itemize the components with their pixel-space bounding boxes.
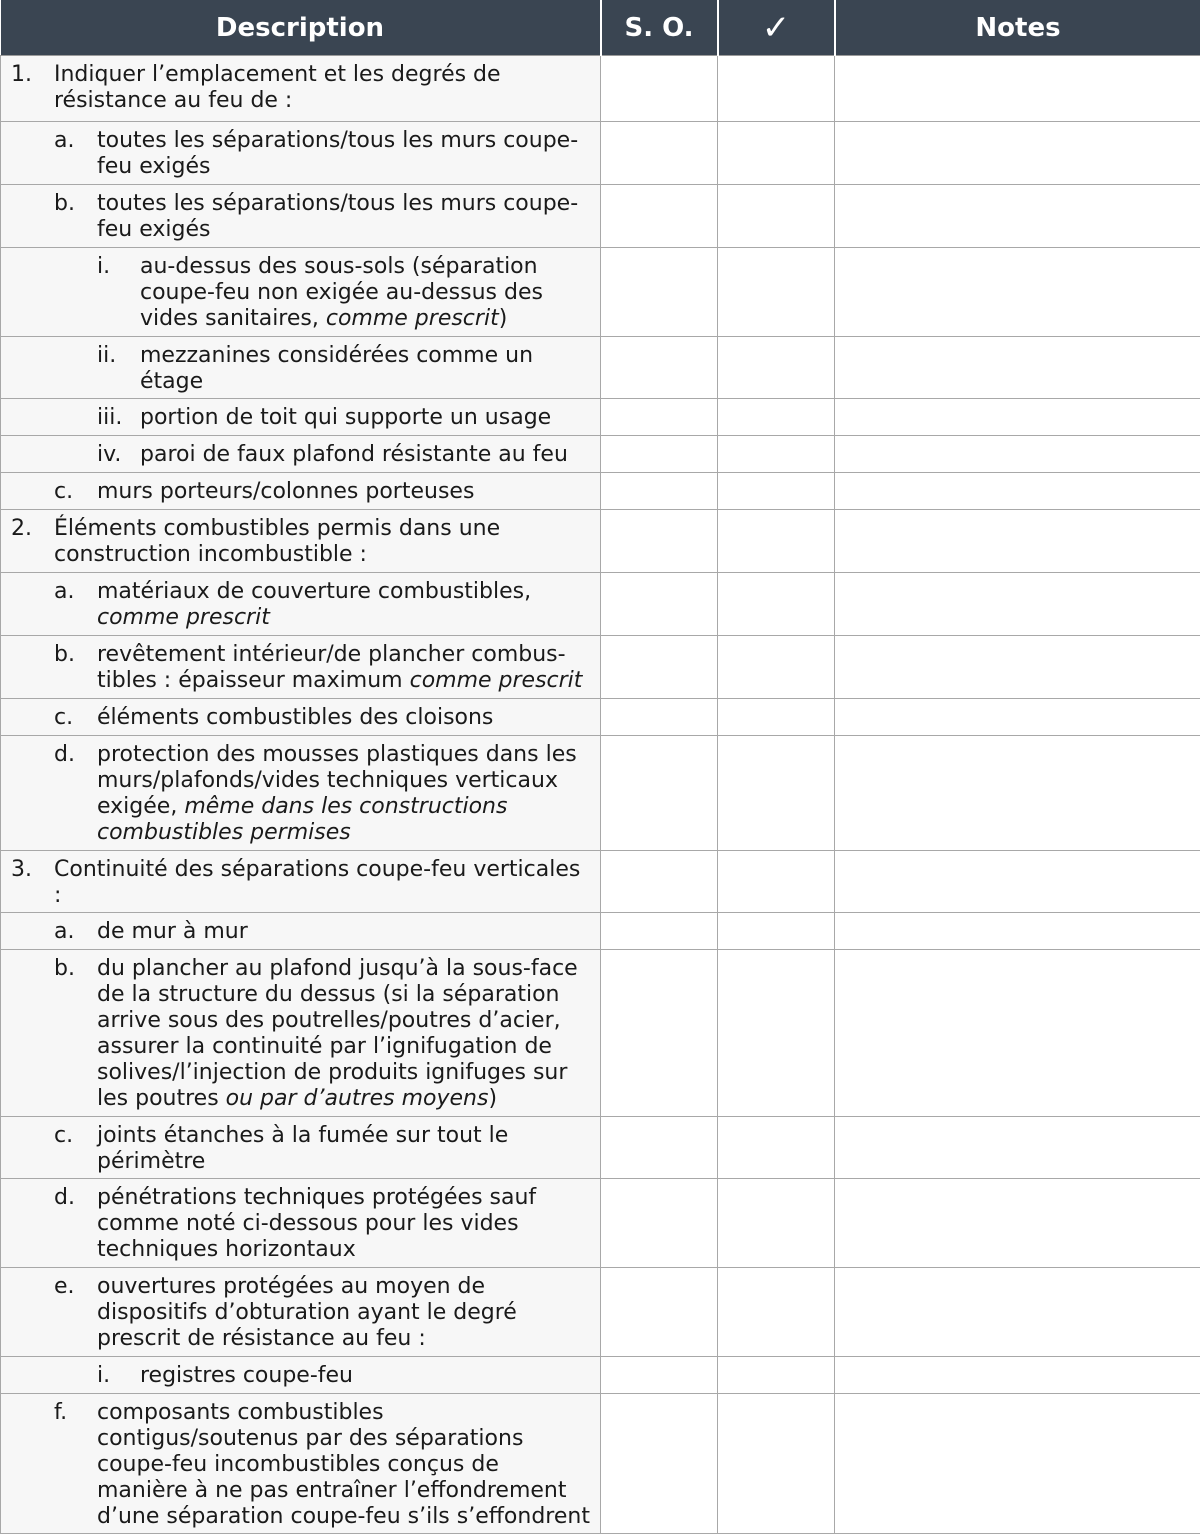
item-marker: e. bbox=[54, 1274, 97, 1352]
checklist-item bbox=[1, 62, 590, 114]
item-marker: 2. bbox=[11, 516, 54, 568]
so-cell[interactable] bbox=[601, 736, 718, 851]
notes-cell[interactable] bbox=[835, 699, 1200, 736]
checklist-item bbox=[1, 1185, 590, 1263]
table-row bbox=[1, 851, 1200, 913]
item-text bbox=[97, 742, 590, 846]
item-marker: iv. bbox=[97, 442, 140, 468]
item-marker: a. bbox=[54, 128, 97, 180]
item-marker: 3. bbox=[11, 857, 54, 909]
checklist-item bbox=[1, 1123, 590, 1175]
description-cell bbox=[1, 473, 601, 510]
item-marker: i. bbox=[97, 254, 140, 332]
item-text bbox=[97, 956, 590, 1112]
checklist-item bbox=[1, 742, 590, 846]
item-text-segment: toutes les séparations/tous les murs coupe-feu exigés bbox=[97, 128, 578, 179]
item-marker: c. bbox=[54, 1123, 97, 1175]
check-cell[interactable] bbox=[718, 510, 835, 573]
table-row bbox=[1, 510, 1200, 573]
table-row bbox=[1, 122, 1200, 185]
item-text bbox=[97, 579, 590, 631]
description-cell bbox=[1, 185, 601, 248]
checklist-body bbox=[1, 56, 1200, 1534]
item-text-segment: éléments combustibles des cloisons bbox=[97, 705, 493, 730]
so-cell[interactable] bbox=[601, 1357, 718, 1394]
table-row bbox=[1, 248, 1200, 337]
checklist-item bbox=[1, 479, 590, 505]
table-row bbox=[1, 699, 1200, 736]
description-cell bbox=[1, 736, 601, 851]
check-cell[interactable] bbox=[718, 913, 835, 950]
item-text bbox=[140, 1363, 590, 1389]
description-cell bbox=[1, 399, 601, 436]
item-marker: 1. bbox=[11, 62, 54, 114]
checklist-item bbox=[1, 516, 590, 568]
item-text-italic: comme prescrit bbox=[326, 306, 499, 331]
checklist-item bbox=[1, 254, 590, 332]
description-cell bbox=[1, 337, 601, 399]
so-cell[interactable] bbox=[601, 699, 718, 736]
so-cell[interactable] bbox=[601, 473, 718, 510]
description-cell bbox=[1, 1268, 601, 1357]
item-marker: i. bbox=[97, 1363, 140, 1389]
notes-cell[interactable] bbox=[835, 950, 1200, 1117]
table-row bbox=[1, 950, 1200, 1117]
notes-cell[interactable] bbox=[835, 1268, 1200, 1357]
description-cell bbox=[1, 636, 601, 699]
item-text-segment: pénétrations techniques protégées sauf comme noté ci-dessous pour les vides techniques horizontaux bbox=[97, 1185, 536, 1262]
notes-cell[interactable] bbox=[835, 122, 1200, 185]
item-text-segment: paroi de faux plafond résistante au feu bbox=[140, 442, 568, 467]
description-cell bbox=[1, 122, 601, 185]
check-cell[interactable] bbox=[718, 636, 835, 699]
so-cell[interactable] bbox=[601, 399, 718, 436]
item-text bbox=[140, 442, 590, 468]
notes-cell[interactable] bbox=[835, 510, 1200, 573]
notes-cell[interactable] bbox=[835, 1179, 1200, 1268]
item-text-segment: toutes les séparations/tous les murs coupe-feu exigés bbox=[97, 191, 578, 242]
so-cell[interactable] bbox=[601, 1394, 718, 1534]
table-row bbox=[1, 636, 1200, 699]
item-text-italic: comme prescrit bbox=[410, 668, 583, 693]
table-row bbox=[1, 913, 1200, 950]
so-cell[interactable] bbox=[601, 436, 718, 473]
item-text bbox=[97, 1185, 590, 1263]
checklist-item bbox=[1, 705, 590, 731]
item-text bbox=[97, 1123, 590, 1175]
check-cell[interactable] bbox=[718, 1117, 835, 1179]
check-cell[interactable] bbox=[718, 436, 835, 473]
item-text-italic: même dans les constructions combustibles permises bbox=[97, 794, 507, 845]
notes-cell[interactable] bbox=[835, 399, 1200, 436]
item-text bbox=[140, 254, 590, 332]
notes-cell[interactable] bbox=[835, 573, 1200, 636]
item-marker: b. bbox=[54, 956, 97, 1112]
description-cell bbox=[1, 1357, 601, 1394]
item-text-segment: mezzanines considérées comme un étage bbox=[140, 343, 533, 394]
item-text-segment: Continuité des séparations coupe-feu verticales : bbox=[54, 857, 580, 908]
item-text bbox=[140, 405, 590, 431]
table-row bbox=[1, 736, 1200, 851]
item-text-segment: joints étanches à la fumée sur tout le périmètre bbox=[97, 1123, 508, 1174]
check-cell[interactable] bbox=[718, 736, 835, 851]
item-marker: b. bbox=[54, 642, 97, 694]
notes-cell[interactable] bbox=[835, 56, 1200, 122]
header-description: Description bbox=[1, 0, 601, 56]
item-text bbox=[97, 919, 590, 945]
description-cell bbox=[1, 573, 601, 636]
table-row bbox=[1, 399, 1200, 436]
item-text bbox=[97, 128, 590, 180]
check-cell[interactable] bbox=[718, 1268, 835, 1357]
table-row bbox=[1, 1117, 1200, 1179]
check-cell[interactable] bbox=[718, 337, 835, 399]
check-cell[interactable] bbox=[718, 851, 835, 913]
table-row bbox=[1, 473, 1200, 510]
item-marker: b. bbox=[54, 191, 97, 243]
table-row bbox=[1, 337, 1200, 399]
notes-cell[interactable] bbox=[835, 1394, 1200, 1534]
header-so: S. O. bbox=[601, 0, 718, 56]
check-cell[interactable] bbox=[718, 1394, 835, 1534]
item-text-segment: ouvertures protégées au moyen de dispositifs d’obturation ayant le degré prescrit de résistance au feu : bbox=[97, 1274, 517, 1351]
check-cell[interactable] bbox=[718, 573, 835, 636]
so-cell[interactable] bbox=[601, 913, 718, 950]
item-text bbox=[97, 1274, 590, 1352]
item-marker: ii. bbox=[97, 343, 140, 395]
item-text-segment: registres coupe-feu bbox=[140, 1363, 353, 1388]
checklist-item bbox=[1, 442, 590, 468]
notes-cell[interactable] bbox=[835, 851, 1200, 913]
checklist-item bbox=[1, 642, 590, 694]
check-cell[interactable] bbox=[718, 699, 835, 736]
so-cell[interactable] bbox=[601, 950, 718, 1117]
item-text bbox=[97, 479, 590, 505]
checklist-item bbox=[1, 919, 590, 945]
item-text-segment: composants combustibles contigus/soutenus par des séparations coupe-feu incombustibles conçus de manière à ne pas entraîner l’effondrement d’une séparation coupe-feu s’ils s’effondrent bbox=[97, 1400, 590, 1529]
item-text-italic: ou par d’autres moyens bbox=[226, 1086, 489, 1111]
item-text-segment: revêtement intérieur/de plancher combus-tibles : épaisseur maximum bbox=[97, 642, 566, 693]
checklist-item bbox=[1, 857, 590, 909]
check-cell[interactable] bbox=[718, 185, 835, 248]
notes-cell[interactable] bbox=[835, 337, 1200, 399]
check-cell[interactable] bbox=[718, 1357, 835, 1394]
item-text-segment: protection des mousses plastiques dans les murs/plafonds/vides techniques verticaux exigée, bbox=[97, 742, 577, 819]
check-cell[interactable] bbox=[718, 56, 835, 122]
item-marker: a. bbox=[54, 919, 97, 945]
item-text bbox=[54, 857, 590, 909]
notes-cell[interactable] bbox=[835, 248, 1200, 337]
item-text-segment: Indiquer l’emplacement et les degrés de résistance au feu de : bbox=[54, 62, 501, 113]
item-text-segment: Éléments combustibles permis dans une construction incombustible : bbox=[54, 516, 500, 567]
so-cell[interactable] bbox=[601, 248, 718, 337]
description-cell bbox=[1, 436, 601, 473]
table-row bbox=[1, 1394, 1200, 1534]
notes-cell[interactable] bbox=[835, 1357, 1200, 1394]
item-marker: d. bbox=[54, 742, 97, 846]
item-text bbox=[97, 191, 590, 243]
item-marker: d. bbox=[54, 1185, 97, 1263]
table-row bbox=[1, 1357, 1200, 1394]
description-cell bbox=[1, 56, 601, 122]
item-text bbox=[97, 1400, 590, 1530]
item-marker: c. bbox=[54, 705, 97, 731]
item-text bbox=[54, 516, 590, 568]
description-cell bbox=[1, 1394, 601, 1534]
so-cell[interactable] bbox=[601, 122, 718, 185]
item-marker: c. bbox=[54, 479, 97, 505]
item-marker: a. bbox=[54, 579, 97, 631]
check-cell[interactable] bbox=[718, 473, 835, 510]
checklist-item bbox=[1, 128, 590, 180]
item-text-segment: murs porteurs/colonnes porteuses bbox=[97, 479, 474, 504]
item-text bbox=[54, 62, 590, 114]
checklist-item bbox=[1, 579, 590, 631]
header-check-icon: ✓ bbox=[718, 0, 835, 56]
item-marker: f. bbox=[54, 1400, 97, 1530]
table-row bbox=[1, 573, 1200, 636]
item-text bbox=[97, 705, 590, 731]
item-text-segment: ) bbox=[499, 306, 508, 331]
checklist-item bbox=[1, 1363, 590, 1389]
so-cell[interactable] bbox=[601, 573, 718, 636]
item-text bbox=[140, 343, 590, 395]
item-text-italic: comme prescrit bbox=[97, 605, 270, 630]
notes-cell[interactable] bbox=[835, 636, 1200, 699]
so-cell[interactable] bbox=[601, 1117, 718, 1179]
notes-cell[interactable] bbox=[835, 185, 1200, 248]
so-cell[interactable] bbox=[601, 636, 718, 699]
item-text-segment: du plancher au plafond jusqu’à la sous-face de la structure du dessus (si la séparation arrive sous des poutrelles/poutres d’acier, assurer la continuité par l’ignifugation de solives/l’injection de produits ignifuges sur les poutres bbox=[97, 956, 578, 1111]
so-cell[interactable] bbox=[601, 851, 718, 913]
so-cell[interactable] bbox=[601, 1268, 718, 1357]
checklist-item bbox=[1, 1400, 590, 1530]
table-row bbox=[1, 1179, 1200, 1268]
item-text-segment: portion de toit qui supporte un usage bbox=[140, 405, 551, 430]
notes-cell[interactable] bbox=[835, 736, 1200, 851]
checklist-item bbox=[1, 956, 590, 1112]
check-cell[interactable] bbox=[718, 122, 835, 185]
checklist-item bbox=[1, 191, 590, 243]
header-notes: Notes bbox=[835, 0, 1200, 56]
description-cell bbox=[1, 699, 601, 736]
checklist-item bbox=[1, 343, 590, 395]
description-cell bbox=[1, 248, 601, 337]
check-cell[interactable] bbox=[718, 399, 835, 436]
item-text-segment: matériaux de couverture combustibles, bbox=[97, 579, 531, 604]
checklist-item bbox=[1, 405, 590, 431]
check-cell[interactable] bbox=[718, 950, 835, 1117]
checklist-item bbox=[1, 1274, 590, 1352]
notes-cell[interactable] bbox=[835, 436, 1200, 473]
so-cell[interactable] bbox=[601, 337, 718, 399]
table-row bbox=[1, 436, 1200, 473]
item-text-segment: de mur à mur bbox=[97, 919, 248, 944]
so-cell[interactable] bbox=[601, 510, 718, 573]
notes-cell[interactable] bbox=[835, 473, 1200, 510]
notes-cell[interactable] bbox=[835, 1117, 1200, 1179]
description-cell bbox=[1, 913, 601, 950]
description-cell bbox=[1, 950, 601, 1117]
description-cell bbox=[1, 851, 601, 913]
description-cell bbox=[1, 1179, 601, 1268]
so-cell[interactable] bbox=[601, 1179, 718, 1268]
table-row bbox=[1, 1268, 1200, 1357]
description-cell bbox=[1, 510, 601, 573]
check-cell[interactable] bbox=[718, 248, 835, 337]
item-text bbox=[97, 642, 590, 694]
notes-cell[interactable] bbox=[835, 913, 1200, 950]
item-text-segment: ) bbox=[488, 1086, 497, 1111]
description-cell bbox=[1, 1117, 601, 1179]
so-cell[interactable] bbox=[601, 185, 718, 248]
item-text-segment: au-dessus des sous-sols (séparation coupe-feu non exigée au-dessus des vides sanitaires, bbox=[140, 254, 543, 331]
item-marker: iii. bbox=[97, 405, 140, 431]
table-row bbox=[1, 185, 1200, 248]
table-row bbox=[1, 56, 1200, 122]
so-cell[interactable] bbox=[601, 56, 718, 122]
header-row bbox=[1, 0, 1200, 56]
check-cell[interactable] bbox=[718, 1179, 835, 1268]
